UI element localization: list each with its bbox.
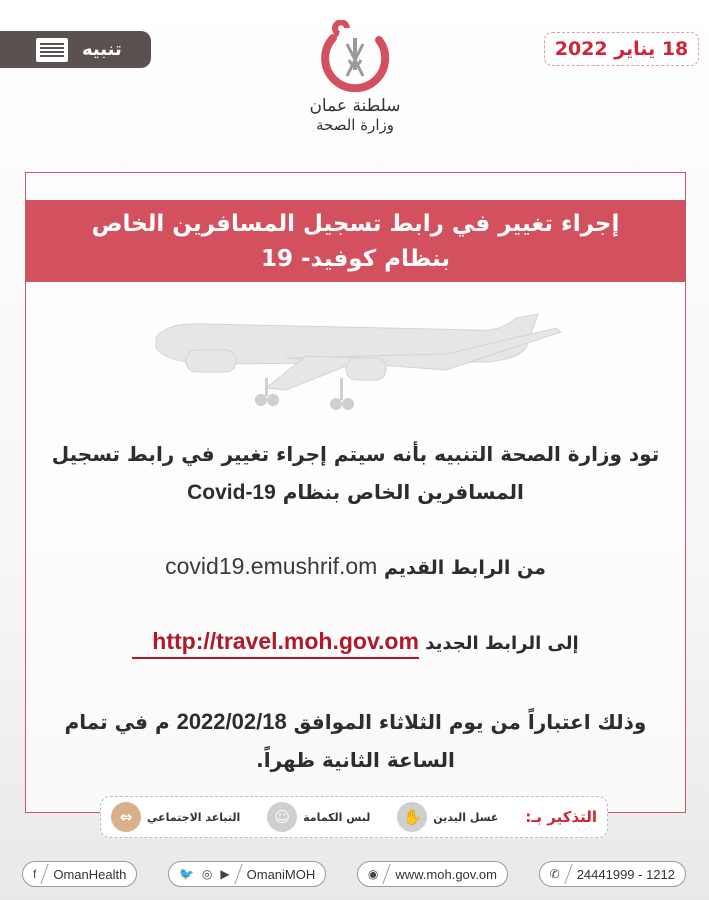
covid-label: Covid-19 [187,481,276,504]
airplane-icon [146,308,566,418]
old-link-label: من الرابط القديم [383,557,546,579]
footer [22,860,686,888]
social-pill[interactable] [168,861,326,887]
ministry-name-line2: وزارة الصحة [316,116,394,134]
effective-text-b: م في تمام الساعة الثانية ظهراً. [64,710,455,772]
new-link-line [26,628,685,659]
instagram-icon: ◎ [201,867,213,881]
old-link-line [26,553,685,580]
mask-icon: ☺ [267,802,297,832]
effective-text-a: وذلك اعتباراً من يوم الثلاثاء الموافق [293,710,647,734]
new-link-label: إلى الرابط الجديد [425,633,579,654]
facebook-icon: f [33,867,37,881]
social-handle: OmaniMOH [246,866,316,882]
old-link-url: covid19.emushrif.om [165,553,378,579]
reminder-title: التذكير بـ: [525,808,597,826]
distancing-icon: ⇔ [111,802,141,832]
reminder-bar [100,796,608,838]
phone-number: 24441999 - 1212 [576,866,675,882]
alert-tag [0,31,151,68]
facebook-pill[interactable] [22,861,137,887]
date-badge: 18 يناير 2022 [544,32,699,66]
hand-wash-icon: ✋ [397,802,427,832]
facebook-handle: OmanHealth [53,866,127,882]
reminder-item-mask [267,802,370,832]
effective-date-paragraph [26,703,685,779]
ministry-name-line1: سلطنة عمان [309,96,401,116]
effective-date: 2022/02/18 [176,709,287,734]
twitter-icon: 🐦 [178,867,194,881]
reminder-item-hand-wash [397,802,498,832]
new-link-url[interactable]: http://travel.moh.gov.om [132,628,419,659]
reminder-label: لبس الكمامة [303,810,371,824]
notice-card [25,172,686,813]
notice-title: إجراء تغيير في رابط تسجيل المسافرين الخاص بنظام كوفيد- 19 [26,200,685,282]
reminder-label: غسل اليدين [433,810,499,824]
website-pill[interactable] [357,861,508,887]
reminder-item-distancing [111,802,240,832]
ministry-logo [300,20,410,150]
website-url: www.moh.gov.om [395,866,497,882]
alert-label: تنبيه [82,39,122,60]
intro-text: تود وزارة الصحة التنبيه بأنه سيتم إجراء تغيير في رابط تسجيل المسافرين الخاص بنظام [51,442,660,504]
intro-paragraph [26,435,685,512]
youtube-icon: ▶ [220,867,230,881]
phone-pill[interactable] [539,861,686,887]
oman-emblem-icon [319,20,391,92]
globe-icon: ◉ [367,867,379,881]
phone-icon: ✆ [549,867,560,881]
reminder-label: التباعد الاجتماعي [147,810,241,824]
document-icon [36,38,68,62]
